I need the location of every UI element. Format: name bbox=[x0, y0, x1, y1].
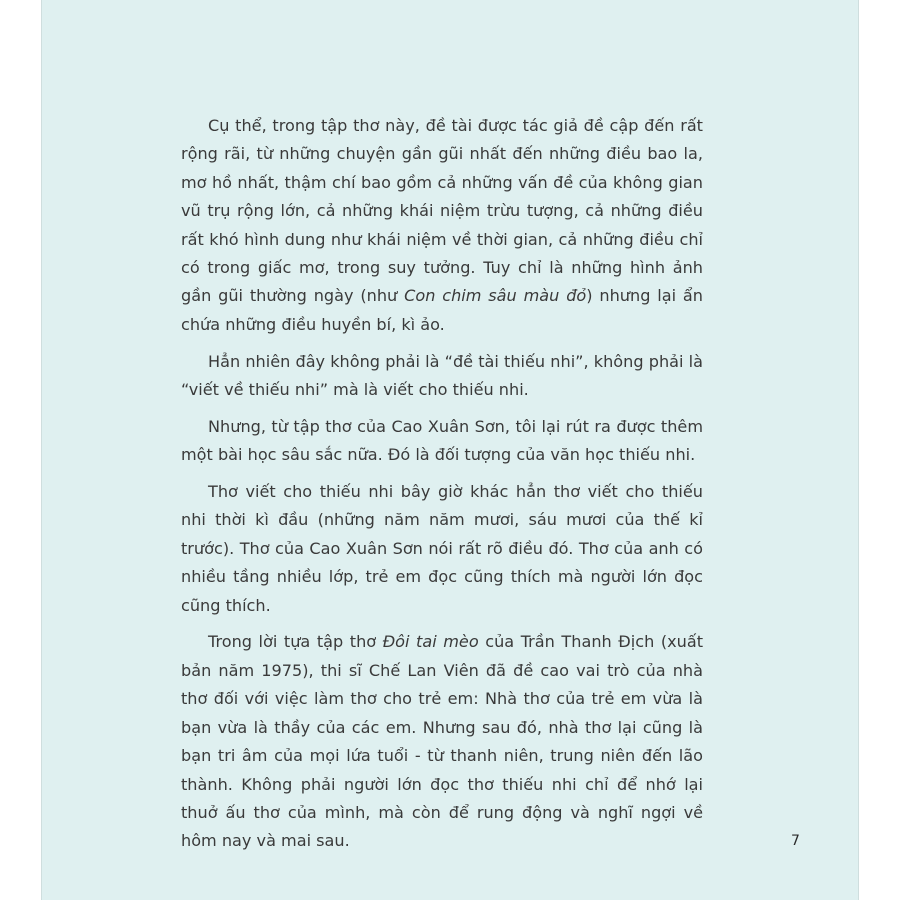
text-run: Hẳn nhiên đây không phải là “đề tài thiếu nhi”, không phải là “viết về thiếu nhi” mà là viết cho thiếu nhi. bbox=[181, 351, 703, 400]
paragraph bbox=[181, 478, 703, 620]
italic-book-title: Đôi tai mèo bbox=[382, 632, 479, 652]
paragraph bbox=[181, 628, 703, 855]
book-page bbox=[41, 0, 859, 900]
page-number: 7 bbox=[791, 833, 800, 849]
paragraph bbox=[181, 348, 703, 405]
text-run: Cụ thể, trong tập thơ này, đề tài được tác giả đề cập đến rất rộng rãi, từ những chuyện gần gũi nhất đến những điều bao la, mơ hồ nhất, thậm chí bao gồm cả những vấn đề của không gian vũ trụ rộng lớn, cả những khái niệm trừu tượng, cả những điều rất khó hình dung như khái niệm về thời gian, cả những điều chỉ có trong giấc mơ, trong suy tưởng. Tuy chỉ là những hình ảnh gần gũi thường ngày (như bbox=[181, 116, 703, 306]
text-run: của Trần Thanh Địch (xuất bản năm 1975), thi sĩ Chế Lan Viên đã đề cao vai trò của nhà thơ đối với việc làm thơ cho trẻ em: Nhà thơ của trẻ em vừa là bạn vừa là thầy của các em. Nhưng sau đó, nhà thơ lại cũng là bạn tri âm của mọi lứa tuổi - từ thanh niên, trung niên đến lão thành. Không phải người lớn đọc thơ thiếu nhi chỉ để nhớ lại thuở ấu thơ của mình, mà còn để rung động và nghĩ ngợi về hôm nay và mai sau. bbox=[181, 632, 703, 851]
text-run: ) nhưng lại ẩn chứa những điều huyền bí, kì ảo. bbox=[181, 286, 703, 334]
italic-book-title: Con chim sâu màu đỏ bbox=[404, 286, 587, 306]
text-run: Trong lời tựa tập thơ bbox=[208, 632, 383, 652]
paragraph bbox=[181, 112, 703, 339]
body-text bbox=[181, 112, 703, 864]
text-run: Nhưng, từ tập thơ của Cao Xuân Sơn, tôi lại rút ra được thêm một bài học sâu sắc nữa. Đó là đối tượng của văn học thiếu nhi. bbox=[181, 416, 703, 465]
text-run: Thơ viết cho thiếu nhi bây giờ khác hẳn thơ viết cho thiếu nhi thời kì đầu (những năm năm mươi, sáu mươi của thế kỉ trước). Thơ của Cao Xuân Sơn nói rất rõ điều đó. Thơ của anh có nhiều tầng nhiều lớp, trẻ em đọc cũng thích mà người lớn đọc cũng thích. bbox=[181, 482, 703, 615]
paragraph bbox=[181, 413, 703, 470]
